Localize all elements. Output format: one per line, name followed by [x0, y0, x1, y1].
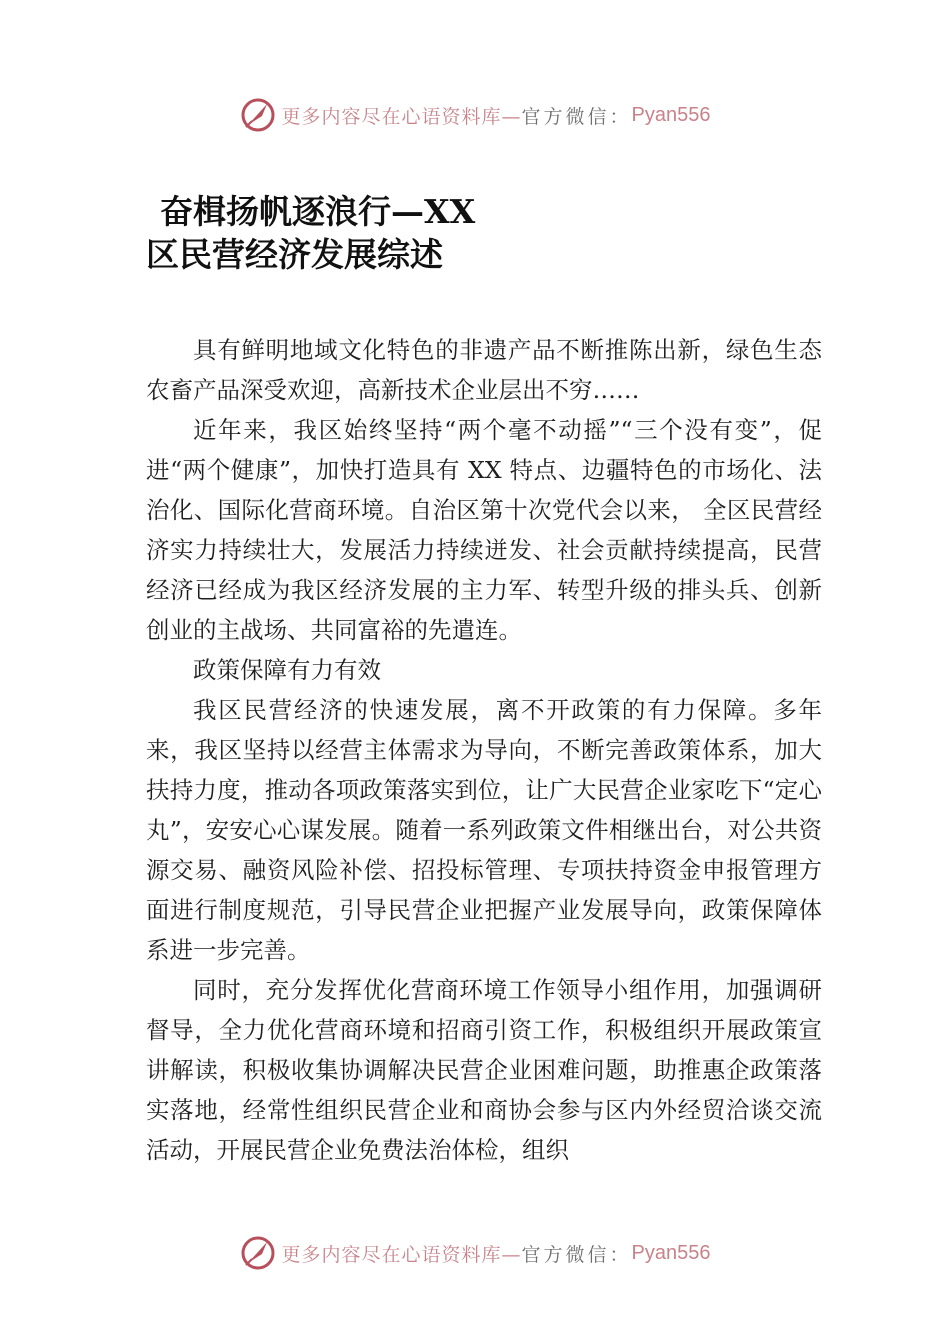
document-body [146, 330, 822, 1170]
title-line-1: 奋楫扬帆逐浪行—XX [160, 192, 476, 231]
wechat-id: Pyan556 [631, 1241, 711, 1264]
header-banner [0, 93, 950, 137]
paragraph: 具有鲜明地域文化特色的非遗产品不断推陈出新，绿色生态农畜产品深受欢迎，高新技术企业层出不穷…… [146, 336, 822, 404]
footer-banner [0, 1231, 950, 1275]
quill-logo-icon [240, 97, 276, 133]
paragraph: 近年来，我区始终坚持“两个毫不动摇”“三个没有变”，促进“两个健康”，加快打造具有 XX 特点、边疆特色的市场化、法治化、国际化营商环境。自治区第十次党代会以来， 全区民营经济实力持续壮大，发展活力持续迸发、社会贡献持续提高，民营经济已经成为我区经济发展的主力军、转型升级的排头兵、创新创业的主战场、共同富裕的先遣连。 [146, 416, 822, 644]
wechat-label: 官方微信： [521, 105, 632, 128]
banner-text: 更多内容尽在心语资料库— [281, 105, 522, 128]
banner-text: 更多内容尽在心语资料库— [281, 1243, 522, 1266]
quill-logo-icon [240, 1235, 276, 1271]
wechat-id: Pyan556 [631, 103, 711, 126]
document-title [146, 190, 526, 276]
paragraph: 同时，充分发挥优化营商环境工作领导小组作用，加强调研督导，全力优化营商环境和招商引资工作，积极组织开展政策宣讲解读，积极收集协调解决民营企业困难问题，助推惠企政策落实落地，经常性组织民营企业和商协会参与区内外经贸洽谈交流活动，开展民营企业免费法治体检，组织 [146, 976, 822, 1164]
title-line-2: 区民营经济发展综述 [146, 235, 443, 274]
paragraph: 我区民营经济的快速发展，离不开政策的有力保障。多年来，我区坚持以经营主体需求为导向，不断完善政策体系，加大扶持力度，推动各项政策落实到位，让广大民营企业家吃下“定心丸”，安安心心谋发展。随着一系列政策文件相继出台，对公共资源交易、融资风险补偿、招投标管理、专项扶持资金申报管理方面进行制度规范，引导民营企业把握产业发展导向，政策保障体系进一步完善。 [146, 696, 822, 964]
wechat-label: 官方微信： [521, 1243, 632, 1266]
section-heading: 政策保障有力有效 [193, 656, 381, 684]
